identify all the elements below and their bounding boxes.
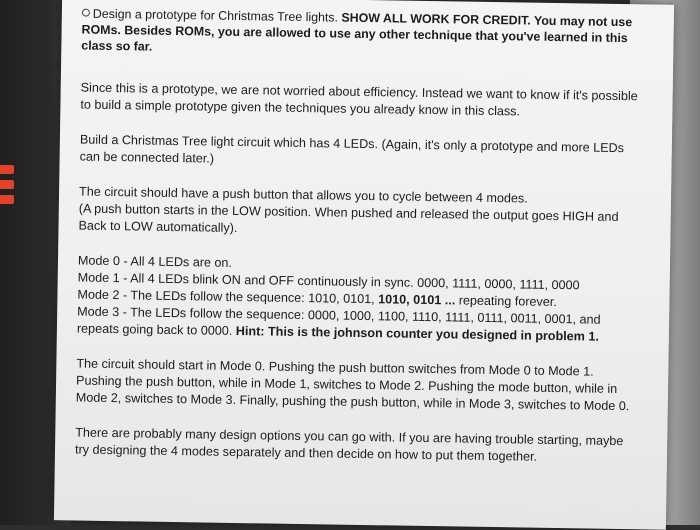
red-stripe-decoration: [0, 165, 14, 174]
mode-0-line: Mode 0 - All 4 LEDs are on.: [77, 253, 233, 270]
assignment-text: [75, 6, 642, 482]
mode-3-hint: Hint: This is the johnson counter you designed in problem 1.: [235, 323, 600, 344]
push-button-line-1: The circuit should have a push button that allows you to cycle between 4 modes.: [78, 184, 528, 206]
push-button-paragraph: [78, 184, 639, 244]
mode-2-bold: 1010, 0101 ...: [378, 292, 456, 308]
design-tip-paragraph: There are probably many design options you can go with. If you are having trouble starting, maybe try designing the 4 modes separately and then decide on how to put them together.: [74, 425, 624, 464]
intro-bold-text: SHOW ALL WORK FOR CREDIT. You may not use ROMs. Besides ROMs, you are allowed to use any other technique that you've learned in this class so far.: [81, 10, 633, 54]
mode-sequence-paragraph: The circuit should start in Mode 0. Pushing the push button switches from Mode 0 to Mode 1. Pushing the push button, while in Mode 1, switches to Mode 2. Pushing the mode button, while in Mode 2, switches to Mode 3. Finally, pushing the push button, while in Mode 3, switches to Mode 0.: [75, 356, 630, 414]
red-stripe-decoration: [0, 180, 14, 189]
modes-paragraph: [77, 253, 638, 347]
mode-2-tail: repeating forever.: [455, 293, 557, 310]
prototype-paragraph: Since this is a prototype, we are not worried about efficiency. Instead we want to know if it's possible to build a simple prototype given the techniques you already know in this class.: [80, 80, 638, 119]
intro-text: Design a prototype for Christmas Tree lights.: [92, 6, 342, 25]
bullet-icon: [82, 9, 90, 17]
mode-1-line: Mode 1 - All 4 LEDs blink ON and OFF continuously in sync. 0000, 1111, 0000, 1111, 0000: [77, 270, 580, 293]
mode-3-text: Mode 3 - The LEDs follow the sequence: 0000, 1000, 1100, 1110, 1111, 0111, 0011, 0001, and repeats going back to 0000.: [76, 304, 601, 338]
red-stripe-decoration: [0, 195, 14, 204]
intro-paragraph: [81, 6, 642, 63]
paper-sheet: [54, 0, 674, 530]
mode-2-text: Mode 2 - The LEDs follow the sequence: 1010, 0101,: [77, 287, 379, 307]
circuit-paragraph: Build a Christmas Tree light circuit which has 4 LEDs. (Again, it's only a prototype and more LEDs can be connected later.): [79, 132, 625, 166]
push-button-line-2: (A push button starts in the LOW position. When pushed and released the output goes HIGH and Back to LOW automatically).: [78, 201, 619, 236]
